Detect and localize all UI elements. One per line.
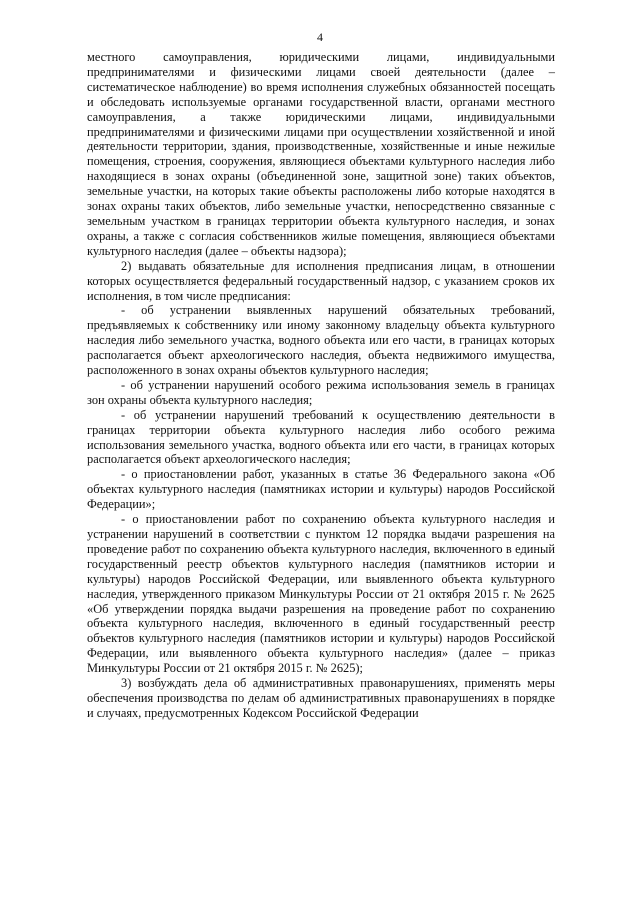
page-number: 4 (317, 30, 323, 44)
paragraph-bullet: - об устранении нарушений требований к осуществлению деятельности в границах территории объекта культурного наследия либо особого режима использования земельного участка, водного объекта или его части, в границах которых располагается объект археологического наследия; (87, 407, 555, 467)
paragraph-item-2: 2) выдавать обязательные для исполнения предписания лицам, в отношении которых осуществляется федеральный государственный надзор, с указанием сроков их исполнения, в том числе предписания: (87, 258, 555, 303)
paragraph-bullet: - об устранении нарушений особого режима использования земель в границах зон охраны объекта культурного наследия; (87, 377, 555, 407)
paragraph-bullet: - о приостановлении работ, указанных в статье 36 Федерального закона «Об объектах культурного наследия (памятниках истории и культуры) народов Российской Федерации»; (87, 467, 555, 512)
paragraph-continuation: местного самоуправления, юридическими лицами, индивидуальными предпринимателями и физическими лицами своей деятельности (далее – систематическое наблюдение) во время исполнения служебных обязанностей посещать и обследовать используемые органами государственной власти, органами местного самоуправления, а также юридическими лицами, индивидуальными предпринимателями и физическими лицами при осуществлении хозяйственной и иной деятельности территории, здания, производственные, хозяйственные и иные нежилые помещения, строения, сооружения, являющиеся объектами культурного наследия либо находящиеся в зонах охраны (объединенной зоне, защитной зоне) таких объектов, земельные участки, на которых такие объекты расположены либо которые находятся в зонах охраны таких объектов, либо земельные участки, непосредственно связанные с земельным участком в границах территории объекта культурного наследия, и зонах охраны, а также с согласия собственников жилые помещения, являющиеся объектами культурного наследия (далее – объекты надзора); (87, 50, 555, 258)
document-body (87, 50, 555, 721)
paragraph-bullet: - о приостановлении работ по сохранению объекта культурного наследия и устранении нарушений в соответствии с пунктом 12 порядка выдачи разрешения на проведение работ по сохранению объекта культурного наследия, включенного в единый государственный реестр объектов культурного наследия (памятников истории и культуры) народов Российской Федерации, или выявленного объекта культурного наследия, утвержденного приказом Минкультуры России от 21 октября 2015 г. № 2625 «Об утверждении порядка выдачи разрешения на проведение работ по сохранению объекта культурного наследия, включенного в единый государственный реестр объектов культурного наследия (памятников истории и культуры) народов Российской Федерации, или выявленного объекта культурного наследия» (далее – приказ Минкультуры России от 21 октября 2015 г. № 2625); (87, 512, 555, 676)
paragraph-bullet: - об устранении выявленных нарушений обязательных требований, предъявляемых к собственнику или иному законному владельцу объекта культурного наследия либо земельного участка, водного объекта или его части, в границах которых располагается объект археологического наследия, объекта недвижимого имущества, расположенного в зонах охраны объектов культурного наследия; (87, 303, 555, 378)
paragraph-item-3: 3) возбуждать дела об административных правонарушениях, применять меры обеспечения производства по делам об административных правонарушениях в порядке и случаях, предусмотренных Кодексом Российской Федерации (87, 676, 555, 720)
